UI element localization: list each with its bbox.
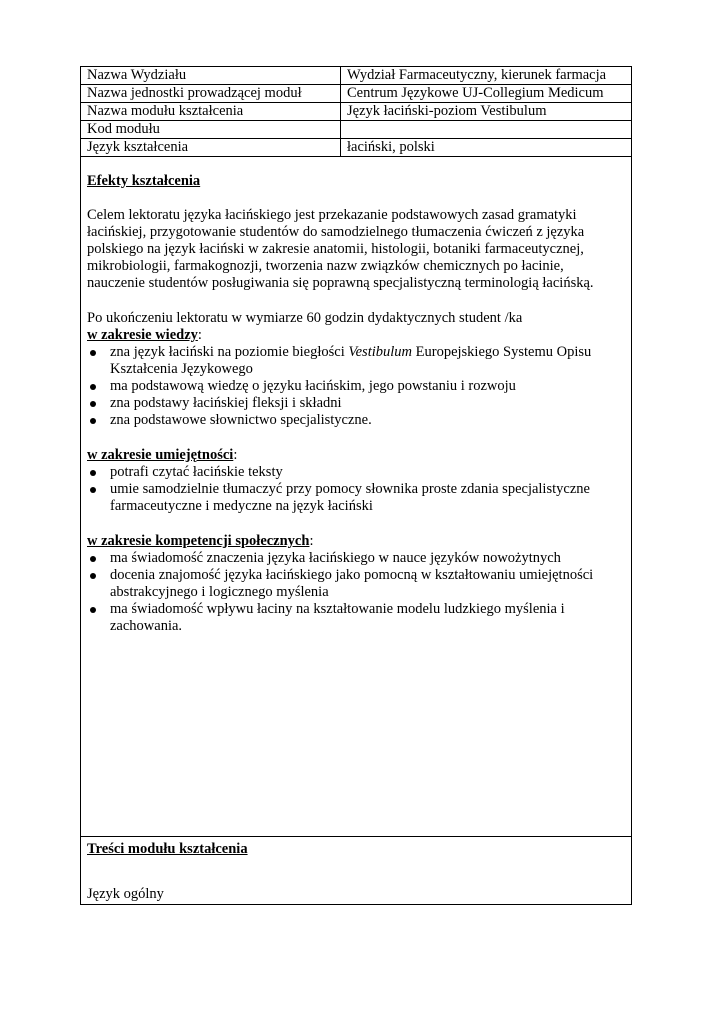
row-value: łaciński, polski xyxy=(341,139,632,157)
bullet-icon xyxy=(90,350,96,356)
row-value: Język łaciński-poziom Vestibulum xyxy=(341,103,632,121)
table-row xyxy=(81,103,632,121)
knowledge-heading-line: w zakresie wiedzy: xyxy=(87,327,202,343)
skills-list xyxy=(87,464,623,515)
row-label: Nazwa Wydziału xyxy=(81,67,341,85)
contents-heading: Treści modułu kształcenia xyxy=(87,841,248,857)
skills-heading: w zakresie umiejętności xyxy=(87,447,234,463)
list-item: umie samodzielnie tłumaczyć przy pomocy słownika proste zdania specjalistyczne farmaceutyczne i medyczne na język łaciński xyxy=(87,481,623,515)
bullet-icon xyxy=(90,487,96,493)
row-label: Nazwa jednostki prowadzącej moduł xyxy=(81,85,341,103)
bullet-icon xyxy=(90,607,96,613)
row-label: Język kształcenia xyxy=(81,139,341,157)
row-value: Wydział Farmaceutyczny, kierunek farmacja xyxy=(341,67,632,85)
level-name: Vestibulum xyxy=(348,344,413,360)
table-row xyxy=(81,67,632,85)
row-label: Nazwa modułu kształcenia xyxy=(81,103,341,121)
list-item: zna podstawy łacińskiej fleksji i składni xyxy=(87,395,623,412)
contents-section xyxy=(80,837,632,905)
skills-heading-line: w zakresie umiejętności: xyxy=(87,447,238,463)
list-item: zna język łaciński na poziomie biegłości Vestibulum Europejskiego Systemu Opisu Kształcenia Językowego xyxy=(87,344,623,378)
effects-heading: Efekty kształcenia xyxy=(87,173,201,189)
list-item: ma świadomość wpływu łaciny na kształtowanie modelu ludzkiego myślenia i zachowania. xyxy=(87,601,623,635)
contents-subheading: Język ogólny xyxy=(87,886,164,902)
social-heading-line: w zakresie kompetencji społecznych: xyxy=(87,533,314,549)
list-item: docenia znajomość języka łacińskiego jako pomocną w kształtowaniu umiejętności abstrakcyjnego i logicznego myślenia xyxy=(87,567,623,601)
knowledge-list xyxy=(87,344,623,429)
list-item: potrafi czytać łacińskie teksty xyxy=(87,464,623,481)
social-heading: w zakresie kompetencji społecznych xyxy=(87,533,310,549)
bullet-icon xyxy=(90,418,96,424)
table-row xyxy=(81,139,632,157)
bullet-icon xyxy=(90,573,96,579)
social-list xyxy=(87,550,623,635)
module-info-table xyxy=(80,66,632,157)
row-value xyxy=(341,121,632,139)
intro-paragraph: Celem lektoratu języka łacińskiego jest przekazanie podstawowych zasad gramatyki łacińskiej, przygotowanie studentów do samodzielnego tłumaczenia ćwiczeń z języka polskiego na język łaciński w zakresie anatomii, histologii, botaniki farmaceutycznej, mikrobiologii, farmakognozji, tworzenia nazw związków chemicznych po łacinie, nauczenie studentów posługiwania się poprawną specjalistyczną terminologią łacińską. xyxy=(87,207,594,291)
list-item: ma świadomość znaczenia języka łacińskiego w nauce języków nowożytnych xyxy=(87,550,623,567)
bullet-icon xyxy=(90,401,96,407)
bullet-icon xyxy=(90,470,96,476)
document xyxy=(80,66,632,905)
table-row xyxy=(81,85,632,103)
bullet-icon xyxy=(90,384,96,390)
row-value: Centrum Językowe UJ-Collegium Medicum xyxy=(341,85,632,103)
knowledge-heading: w zakresie wiedzy xyxy=(87,327,198,343)
effects-section xyxy=(80,157,632,837)
row-label: Kod modułu xyxy=(81,121,341,139)
table-row xyxy=(81,121,632,139)
bullet-icon xyxy=(90,556,96,562)
after-paragraph: Po ukończeniu lektoratu w wymiarze 60 godzin dydaktycznych student /ka xyxy=(87,310,523,326)
list-item: ma podstawową wiedzę o języku łacińskim, jego powstaniu i rozwoju xyxy=(87,378,623,395)
list-item: zna podstawowe słownictwo specjalistyczne. xyxy=(87,412,623,429)
